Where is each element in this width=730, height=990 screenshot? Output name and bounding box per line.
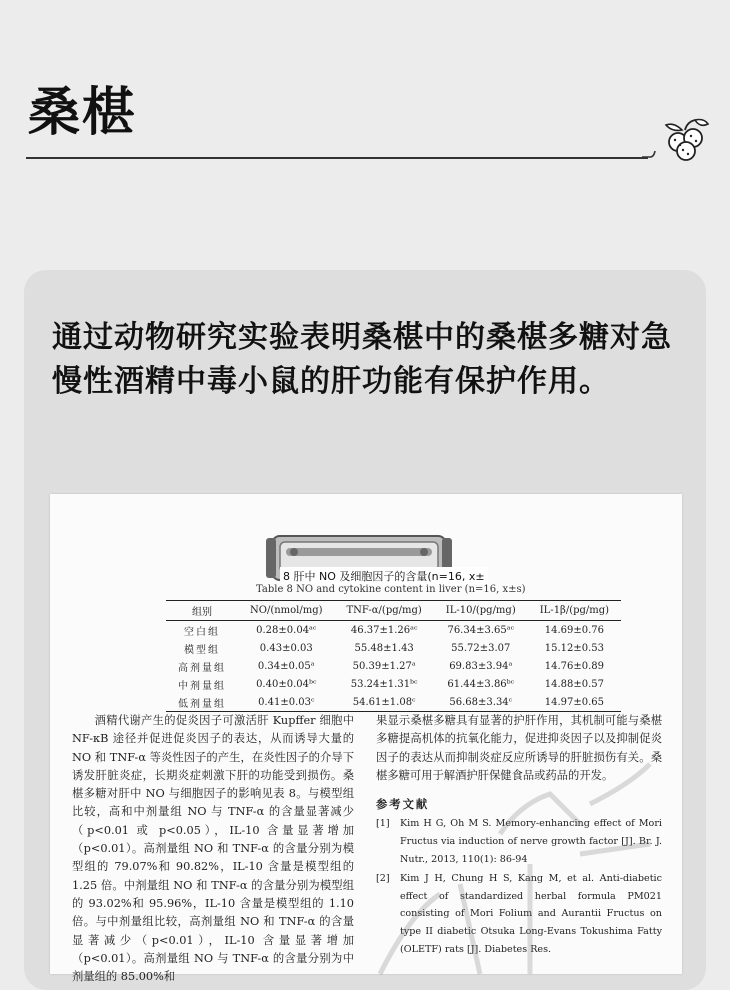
berries-icon bbox=[660, 116, 712, 162]
page-title: 桑椹 bbox=[28, 83, 137, 143]
table-cell: 61.44±3.86ᵇᶜ bbox=[447, 678, 515, 690]
table-cell: 15.12±0.53 bbox=[544, 642, 605, 654]
table-row bbox=[166, 621, 621, 640]
reference-text: Kim H G, Oh M S. Memory-enhancing effect of Mori Fructus via induction of nerve growth factor [J]. Br. J. Nutr., 2013, 110(1): 86-94 bbox=[400, 818, 662, 865]
right-paragraph: 果显示桑椹多糖具有显著的护肝作用，其机制可能与桑椹多糖提高机体的抗氧化能力，促进抑炎因子以及抑制促炎因子的表达从而抑制炎症反应所诱导的肝脏损伤有关。桑椹多糖可用于解酒护肝保健食品或药品的开发。 bbox=[376, 714, 662, 782]
table-cell: 55.48±1.43 bbox=[354, 642, 414, 654]
table-cell: 0.41±0.03ᶜ bbox=[238, 693, 335, 712]
col-il1b: IL-1β/(pg/mg) bbox=[528, 601, 621, 621]
table-cell: 54.61±1.08ᶜ bbox=[335, 693, 434, 712]
table-cell: 空白组 bbox=[184, 626, 220, 638]
left-paragraph: 酒精代谢产生的促炎因子可激活肝 Kupffer 细胞中 NF-κB 途径并促进促炎因子的表达，从而诱导大量的 NO 和 TNF-α 等炎性因子的产生，在炎性因子的介导下诱发肝脏炎症，长期炎症刺激下肝的功能受到损伤。桑椹多糖对肝中 NO 与细胞因子的影响见表 8。与模型组比较，高和中剂量组 NO 与 TNF-α 的含量显著减少（p<0.01 或 p<0.05），IL-10 含量显著增加（p<0.01）。高剂量组 NO 和 TNF-α 的含量分别为模型组的 79.07%和 90.82%，IL-10 含量是模型组的 1.25 倍。中剂量组 NO 和 TNF-α 的含量分别为模型组的 93.02%和 95.96%，IL-10 含量是模型组的 1.10 倍。与中剂量组比较，高剂量组 NO 和 TNF-α 的含量显著减少（p<0.01），IL-10 含量显著增加（p<0.01）。高剂量组 NO 与 TNF-α 的含量分别为中剂量组的 85.00%和 bbox=[72, 714, 354, 984]
table-cell: 76.34±3.65ᵃᶜ bbox=[447, 624, 515, 636]
table-row bbox=[166, 675, 621, 693]
table-cell: 50.39±1.27ᵃ bbox=[352, 660, 416, 672]
table-cell: 69.83±3.94ᵃ bbox=[449, 660, 513, 672]
table-cell: 46.37±1.26ᵃᶜ bbox=[350, 624, 418, 636]
table-cell: 0.40±0.04ᵇᶜ bbox=[256, 678, 317, 690]
col-il10: IL-10/(pg/mg) bbox=[434, 601, 528, 621]
table-header-row bbox=[166, 601, 621, 621]
table-row bbox=[166, 639, 621, 657]
table-cell: 53.24±1.31ᵇᶜ bbox=[350, 678, 418, 690]
table-cell: 中剂量组 bbox=[178, 680, 226, 692]
table-cell: 0.43±0.03 bbox=[259, 642, 313, 654]
table-row bbox=[166, 657, 621, 675]
table-cell: 56.68±3.34ᶜ bbox=[434, 693, 528, 712]
headline: 通过动物研究实验表明桑椹中的桑椹多糖对急慢性酒精中毒小鼠的肝功能有保护作用。 bbox=[52, 320, 672, 399]
table-row bbox=[166, 693, 621, 712]
table-cell: 55.72±3.07 bbox=[451, 642, 511, 654]
reference-text: Kim J H, Chung H S, Kang M, et al. Anti-diabetic effect of standardized herbal formula PM021 consisting of Mori Folium and Aurantii Fructus on type II diabetic Otsuka Long-Evans Tokushima Fatty (OLETF) rats [J]. Diabetes Res. bbox=[400, 873, 662, 955]
table-cell: 0.28±0.04ᵃᶜ bbox=[256, 624, 317, 636]
left-column bbox=[72, 712, 354, 986]
results-table bbox=[166, 600, 621, 712]
table-cell: 14.88±0.57 bbox=[544, 678, 605, 690]
table-cell: 0.34±0.05ᵃ bbox=[257, 660, 315, 672]
table-cell: 14.76±0.89 bbox=[544, 660, 605, 672]
table-cell: 模型组 bbox=[184, 644, 220, 656]
table-cell: 低剂量组 bbox=[166, 693, 238, 712]
reference-number: [2] bbox=[376, 873, 390, 885]
table-cell: 高剂量组 bbox=[178, 662, 226, 674]
col-tnf: TNF-α/(pg/mg) bbox=[335, 601, 434, 621]
col-no: NO/(nmol/mg) bbox=[238, 601, 335, 621]
table-cell: 14.97±0.65 bbox=[528, 693, 621, 712]
table-caption: Table 8 NO and cytokine content in liver (n=16, x±s) bbox=[256, 584, 526, 595]
table-cell: 14.69±0.76 bbox=[544, 624, 605, 636]
col-group: 组别 bbox=[166, 601, 238, 621]
references-heading: 参考文献 bbox=[376, 797, 430, 812]
title-divider bbox=[26, 157, 648, 159]
reference-number: [1] bbox=[376, 818, 390, 830]
divider-hook-icon bbox=[642, 148, 656, 158]
clip-label: 8 肝中 NO 及细胞因子的含量(n=16, x± bbox=[280, 567, 488, 585]
watermark-strokes bbox=[350, 744, 670, 984]
document-image bbox=[50, 494, 682, 984]
